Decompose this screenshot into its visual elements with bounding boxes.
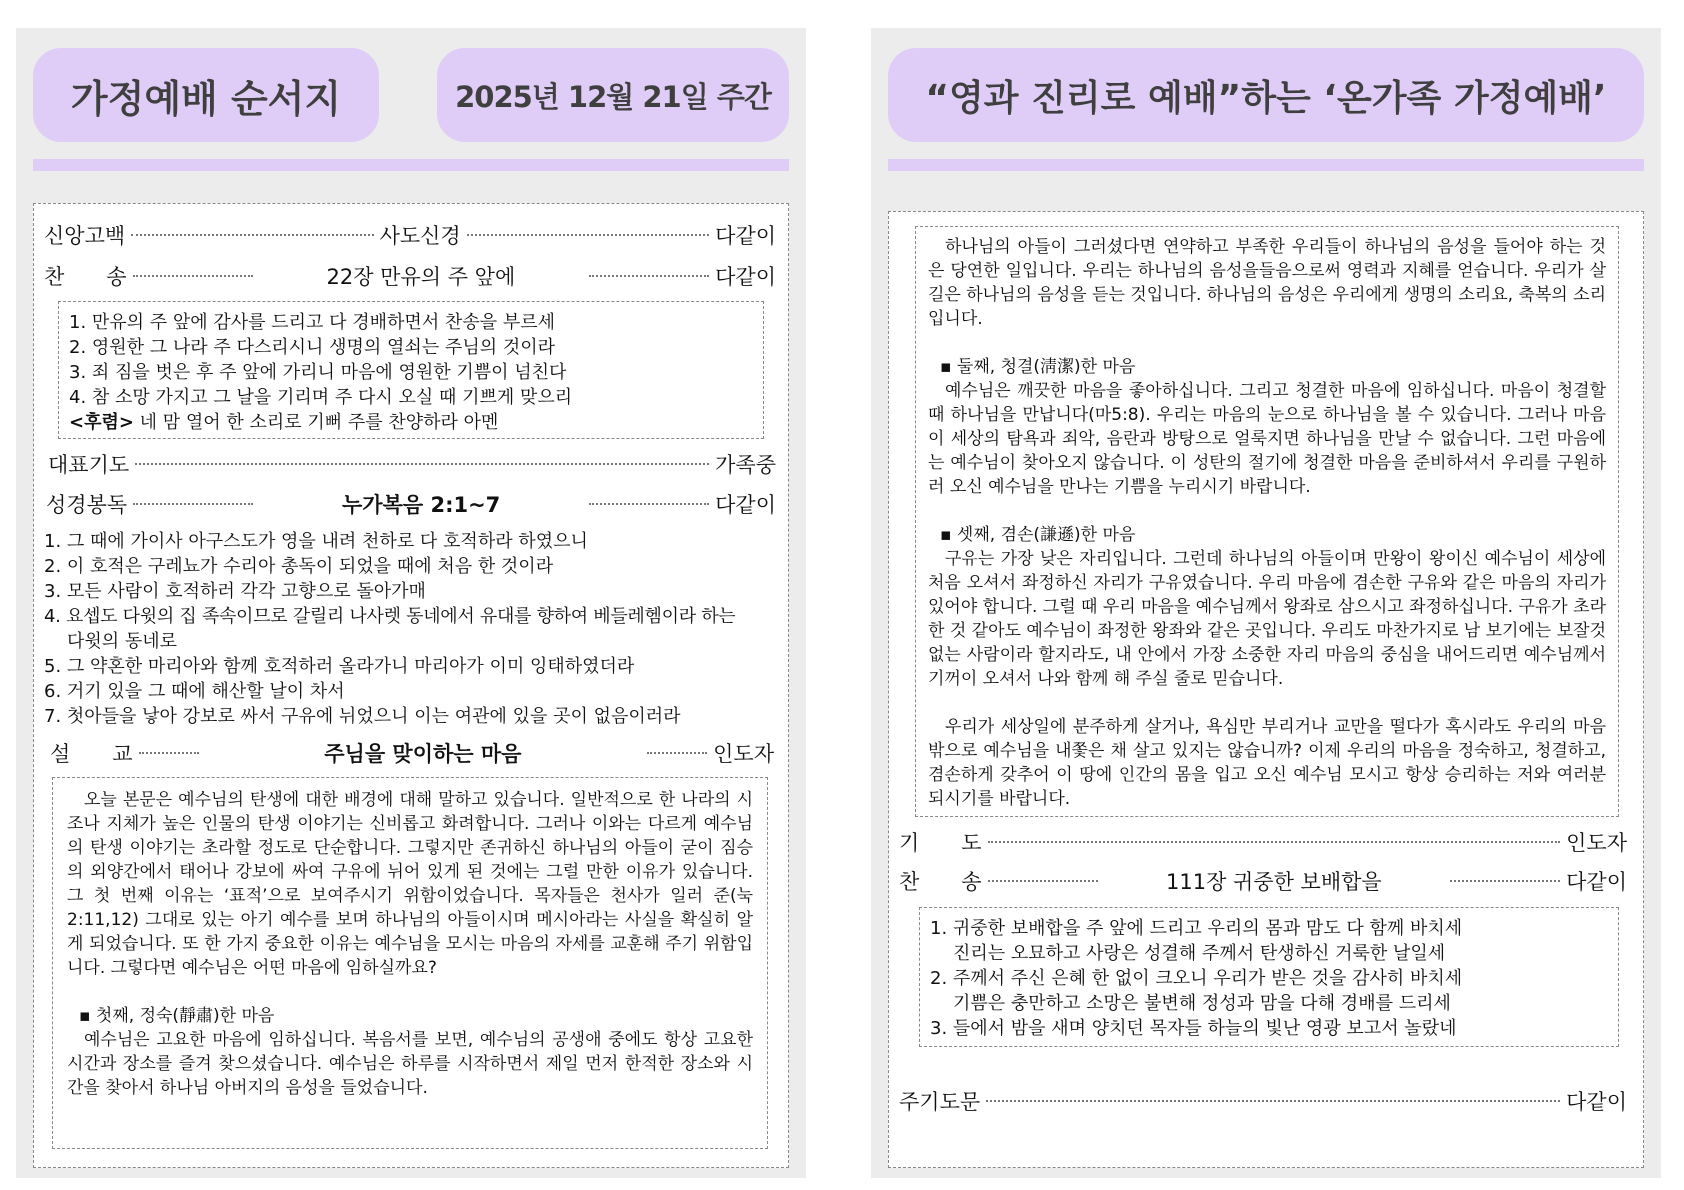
scripture-verse: 1. 그 때에 가이사 아구스도가 영을 내려 천하로 다 호적하라 하였으니 — [44, 531, 588, 552]
theme-title: “영과 진리로 예배”하는 ‘온가족 가정예배’ — [925, 77, 1607, 119]
point1-text: 예수님은 고요한 마음에 임하십니다. 복음서를 보면, 예수님의 공생애 중에도 항상 고요한 시간과 장소를 즐겨 찾으셨습니다. 예수님은 하루를 시작하면서 제일 먼저 한적한 장소와 시간을 찾아서 하나님 아버지의 음성을 들었습니다. — [67, 1030, 753, 1098]
scripture-verse: 6. 거기 있을 그 때에 해산할 날이 차서 — [44, 681, 345, 702]
week-date: 2025년 12월 21일 주간 — [455, 79, 771, 114]
lords-prayer-who: 다같이 — [1566, 1090, 1627, 1114]
hymn-verse: 3. 죄 짐을 벗은 후 주 앞에 가리니 마음에 영원한 기쁨이 넘친다 — [69, 362, 567, 383]
hymn-verse: 4. 참 소망 가지고 그 날을 기리며 주 다시 오실 때 기쁘게 맞으리 — [69, 387, 573, 408]
point1-title: ▪ 첫째, 정숙(靜肅)한 마음 — [79, 1006, 275, 1026]
closing-prayer-label: 기 도 — [899, 831, 982, 855]
reading-reference: 누가복음 2:1~7 — [342, 493, 501, 517]
sermon-continued-box — [915, 226, 1619, 817]
closing-hymn-label: 찬 송 — [899, 870, 982, 894]
prayer-label: 대표기도 — [48, 453, 130, 477]
hymn-verse: 2. 영원한 그 나라 주 다스리시니 생명의 열쇠는 주님의 것이라 — [69, 337, 555, 358]
sermon-who: 인도자 — [713, 742, 774, 766]
creed-content: 사도신경 — [379, 224, 461, 248]
date-pill — [437, 48, 789, 142]
hymn-verse-cont: 기쁨은 충만하고 소망은 불변해 정성과 맘을 다해 경배를 드리세 — [953, 993, 1451, 1014]
closing-hymn-lyrics-box — [919, 907, 1619, 1047]
reading-row — [34, 487, 788, 521]
sermon-row — [34, 736, 788, 770]
reading-label: 성경봉독 — [46, 493, 128, 517]
point3-title: ▪ 셋째, 겸손(謙遜)한 마음 — [940, 525, 1136, 545]
scripture-text — [44, 529, 784, 729]
hymn-label: 찬 송 — [44, 265, 127, 289]
sermon-text-box — [52, 777, 768, 1149]
point3-text: 구유는 가장 낮은 자리입니다. 그런데 하나님의 아들이며 만왕이 왕이신 예수님이 세상에 처음 오셔서 좌정하신 자리가 구유였습니다. 우리 마음에 겸손한 구유와 같은 마음의 자리가 있어야 합니다. 그럴 때 우리 마음을 예수님께서 왕좌로 삼으시고 좌정하십니다. 구유가 초라한 것 같아도 예수님이 좌정한 왕좌와 같은 곳입니다. 우리도 마찬가지로 남 보기에는 보잘것없는 사람이라 할지라도, 내 안에서 가장 소중한 자리 마음의 중심을 내어드리면 예수님께서 기꺼이 오셔서 나와 함께 해 주실 줄로 믿습니다. — [928, 549, 1606, 689]
hymn-who: 다같이 — [715, 265, 776, 289]
sermon-intro: 오늘 본문은 예수님의 탄생에 대한 배경에 대해 말하고 있습니다. 일반적으로 한 나라의 시조나 지체가 높은 인물의 탄생 이야기는 신비롭고 화려합니다. 그러나 이와는 다르게 예수님의 탄생 이야기는 초라할 정도로 단순합니다. 그렇지만 존귀하신 하나님의 아들이 굳이 짐승의 외양간에서 태어나 강보에 싸여 구유에 뉘어 있게 된 것에는 그럴 만한 이유가 있습니다. 그 첫 번째 이유는 ‘표적’으로 보여주시기 위함이었습니다. 목자들은 천사가 일러 준(눅 2:11,12) 그대로 있는 아기 예수를 보며 하나님의 아들이시며 메시아라는 사실을 확실히 알게 되었습니다. 또 한 가지 중요한 이유는 예수님을 모시는 마음의 자세를 교훈해 주기 위함입니다. 그렇다면 예수님은 어떤 마음에 임하실까요? — [67, 790, 753, 978]
scripture-verse: 2. 이 호적은 구레뇨가 수리아 총독이 되었을 때에 처음 한 것이라 — [44, 556, 554, 577]
hymn-verse: 1. 만유의 주 앞에 감사를 드리고 다 경배하면서 찬송을 부르세 — [69, 312, 555, 333]
title-pill — [33, 48, 379, 142]
scripture-verse: 3. 모든 사람이 호적하러 각각 고향으로 돌아가매 — [44, 581, 426, 602]
hymn-title: 22장 만유의 주 앞에 — [326, 265, 516, 289]
creed-who: 다같이 — [715, 224, 777, 248]
hymn-lyrics-box — [58, 301, 764, 439]
closing-hymn-title: 111장 귀중한 보배합을 — [1165, 870, 1382, 894]
lords-prayer-row — [889, 1084, 1643, 1118]
sermon-label: 설 교 — [50, 742, 133, 766]
closing-prayer-who: 인도자 — [1566, 831, 1627, 855]
order-sheet — [888, 211, 1644, 1168]
creed-row — [34, 218, 788, 252]
left-page — [16, 28, 806, 1178]
hymn-verse: 2. 주께서 주신 은혜 한 없이 크오니 우리가 받은 것을 감사히 바치세 — [930, 968, 1463, 989]
scripture-verse: 4. 요셉도 다윗의 집 족속이므로 갈릴리 나사렛 동네에서 유대를 향하여 베들레헴이라 하는 — [44, 606, 736, 627]
scripture-verse: 5. 그 약혼한 마리아와 함께 호적하러 올라가니 마리아가 이미 잉태하였더라 — [44, 656, 635, 677]
hymn-verse: 3. 들에서 밤을 새며 양치던 목자들 하늘의 빛난 영광 보고서 놀랐네 — [930, 1018, 1457, 1039]
refrain-label: <후렴> — [69, 412, 134, 433]
prayer-who: 가족중 — [715, 453, 776, 477]
hymn-refrain — [69, 410, 753, 435]
creed-label: 신앙고백 — [44, 224, 126, 248]
sermon-continued: 하나님의 아들이 그러셨다면 연약하고 부족한 우리들이 하나님의 음성을 들어야 하는 것은 당연한 일입니다. 우리는 하나님의 음성을들음으로써 영력과 지혜를 얻습니다. 우리가 살 길은 하나님의 음성을 듣는 것입니다. 하나님의 음성은 우리에게 생명의 소리요, 축복의 소리입니다. — [928, 237, 1606, 329]
page-title: 가정예배 순서지 — [70, 76, 342, 121]
lords-prayer-label: 주기도문 — [899, 1090, 981, 1114]
point2-text: 예수님은 깨끗한 마음을 좋아하십니다. 그리고 청결한 마음에 임하십니다. 마음이 청결할 때 하나님을 만납니다(마5:8). 우리는 마음의 눈으로 하나님을 볼 수 있습니다. 그러나 마음이 세상의 탐욕과 죄악, 음란과 방탕으로 얼룩지면 하나님을 만날 수 없습니다. 그런 마음에는 예수님이 찾아오지 않습니다. 이 성탄의 절기에 청결한 마음을 준비하셔서 우리를 구원하러 오신 예수님을 만나는 기쁨을 누리시기 바랍니다. — [928, 381, 1606, 497]
closing-hymn-who: 다같이 — [1566, 870, 1627, 894]
hymn-verse-cont: 진리는 오묘하고 사랑은 성결해 주께서 탄생하신 거룩한 날일세 — [953, 943, 1446, 964]
point2-title: ▪ 둘째, 청결(淸潔)한 마음 — [940, 357, 1136, 377]
refrain-text: 네 맘 열어 한 소리로 기뻐 주를 찬양하라 아멘 — [133, 412, 499, 433]
order-sheet — [33, 203, 789, 1168]
scripture-verse-cont: 다윗의 동네로 — [67, 631, 178, 652]
divider-bar — [888, 159, 1644, 171]
theme-pill — [888, 48, 1644, 142]
sermon-title: 주님을 맞이하는 마음 — [324, 742, 522, 766]
scripture-verse: 7. 첫아들을 낳아 강보로 싸서 구유에 뉘었으니 이는 여관에 있을 곳이 없음이러라 — [44, 706, 681, 727]
hymn-row — [34, 259, 788, 293]
hymn-verse: 1. 귀중한 보배합을 주 앞에 드리고 우리의 몸과 맘도 다 함께 바치세 — [930, 918, 1463, 939]
prayer-row — [34, 447, 788, 481]
divider-bar — [33, 159, 789, 171]
closing-text: 우리가 세상일에 분주하게 살거나, 욕심만 부리거나 교만을 떨다가 혹시라도 우리의 마음 밖으로 예수님을 내쫓은 채 살고 있지는 않습니까? 이제 우리의 마음을 정숙하고, 청결하고, 겸손하게 갖추어 이 땅에 인간의 몸을 입고 오신 예수님 모시고 항상 승리하는 저와 여러분 되시기를 바랍니다. — [928, 717, 1606, 809]
closing-prayer-row — [889, 825, 1643, 859]
closing-hymn-row — [889, 864, 1643, 898]
reading-who: 다같이 — [715, 493, 776, 517]
right-page — [871, 28, 1661, 1178]
